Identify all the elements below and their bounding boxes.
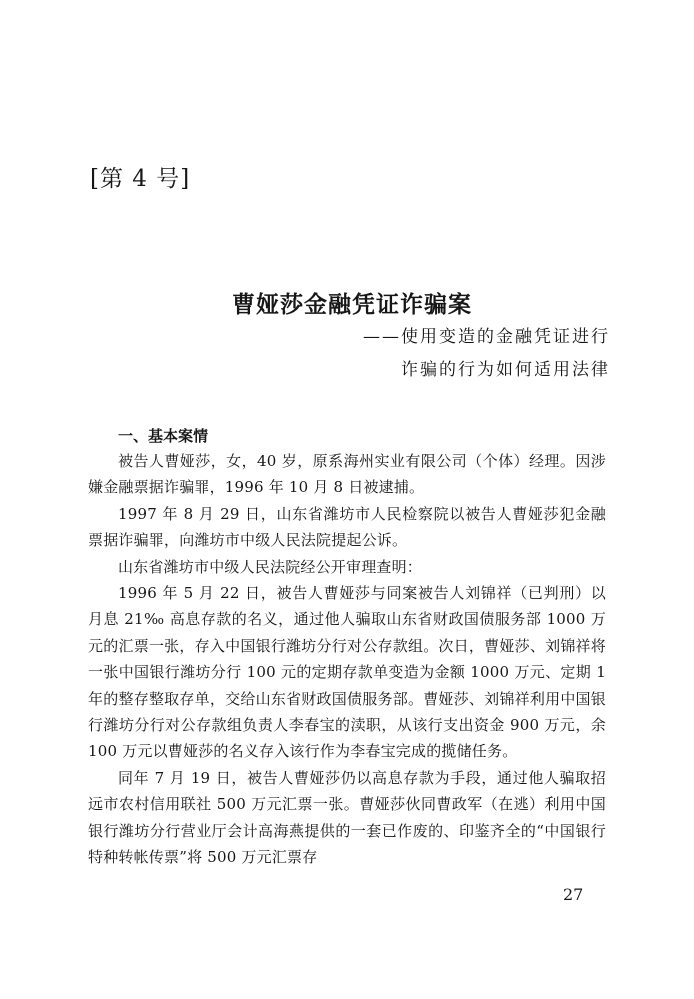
subtitle-line-1: ——使用变造的金融凭证进行 bbox=[363, 327, 610, 347]
paragraph: 被告人曹娅莎，女，40 岁，原系海州实业有限公司（个体）经理。因涉嫌金融票据诈骗罪，1996 年 10 月 8 日被逮捕。 bbox=[88, 452, 606, 497]
section-heading: 一、基本案情 bbox=[118, 427, 209, 445]
body-text bbox=[88, 448, 606, 871]
case-number: [第 4 号] bbox=[90, 166, 191, 192]
page-number: 27 bbox=[563, 885, 584, 904]
case-title: 曹娅莎金融凭证诈骗案 bbox=[232, 291, 472, 318]
paragraph: 1997 年 8 月 29 日，山东省潍坊市人民检察院以被告人曹娅莎犯金融票据诈骗罪，向潍坊市中级人民法院提起公诉。 bbox=[88, 504, 606, 550]
subtitle-line-2: 诈骗的行为如何适用法律 bbox=[401, 360, 610, 380]
paragraph: 山东省潍坊市中级人民法院经公开审理查明： bbox=[118, 557, 423, 576]
paragraph: 1996 年 5 月 22 日，被告人曹娅莎与同案被告人刘锦祥（已判刑）以月息 21‰ 高息存款的名义，通过他人骗取山东省财政国债服务部 1000 万元的汇票一张，存入中国银行潍坊分行对公存款组。次日，曹娅莎、刘锦祥将一张中国银行潍坊分行 100 元的定期存款单变造为金额 1000 万元、定期 1 年的整存整取存单，交给山东省财政国债服务部。曹娅莎、刘锦祥利用中国银行潍坊分行对公存款组负责人李春宝的渎职，从该行支出资金 900 万元，余 100 万元以曹娅莎的名义存入该行作为李春宝完成的揽储任务。 bbox=[88, 584, 606, 761]
paragraph: 同年 7 月 19 日，被告人曹娅莎仍以高息存款为手段，通过他人骗取招远市农村信用联社 500 万元汇票一张。曹娅莎伙同曹政军（在逃）利用中国银行潍坊分行营业厅会计高海燕提供的一套已作废的、印鉴齐全的“中国银行特种转帐传票”将 500 万元汇票存 bbox=[88, 768, 606, 867]
